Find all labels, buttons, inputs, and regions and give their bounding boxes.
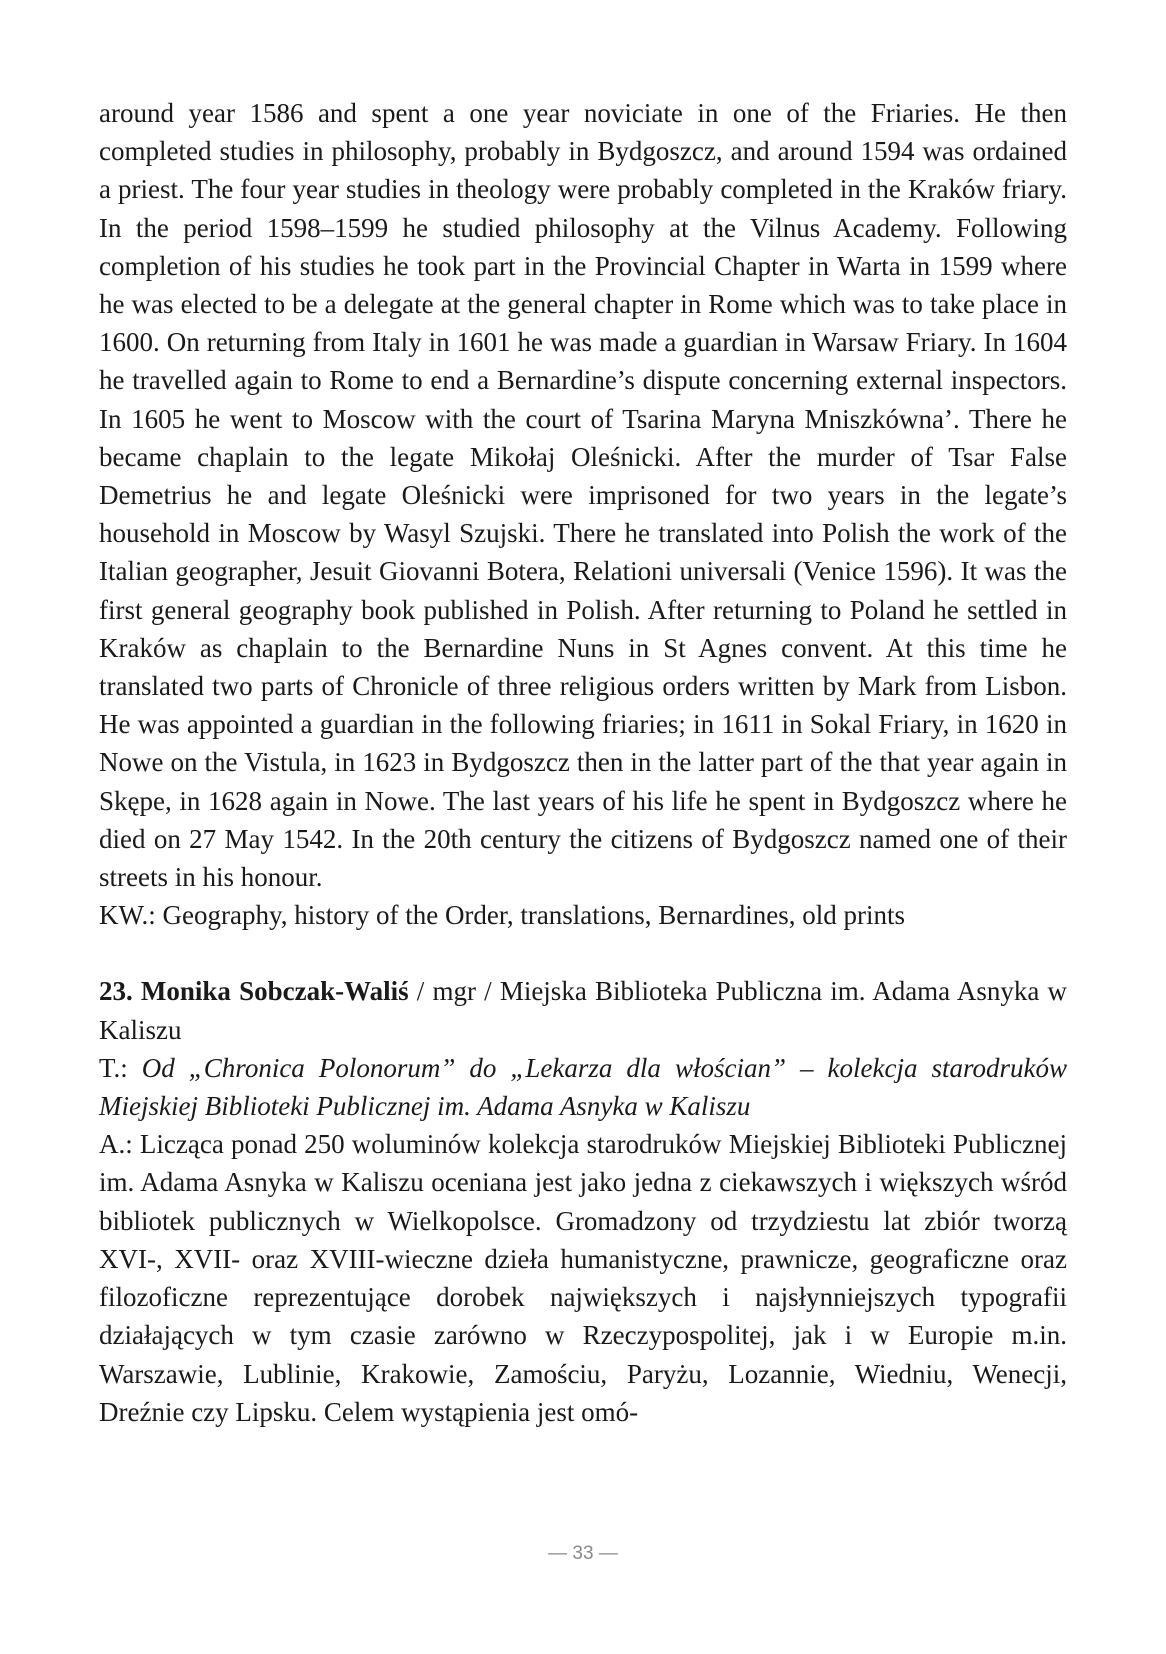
entry-author: 23. Monika Sobczak-Waliś (99, 976, 409, 1007)
entry-affiliation: / mgr / Miejska Biblioteka Publiczna im. Adama Asnyka w Kaliszu (99, 976, 1067, 1045)
biography-paragraph: around year 1586 and spent a one year noviciate in one of the Friaries. He then completed studies in philosophy, probably in Bydgoszcz, and around 1594 was ordained a priest. The four year studies in theology were probably completed in the Kraków friary. In the period 1598–1599 he studied philosophy at the Vilnus Academy. Following completion of his studies he took part in the Provincial Chapter in Warta in 1599 where he was elected to be a delegate at the general chapter in Rome which was to take place in 1600. On returning from Italy in 1601 he was made a guardian in Warsaw Friary. In 1604 he travelled again to Rome to end a Bernardine’s dispute concerning external inspectors. In 1605 he went to Moscow with the court of Tsarina Maryna Mniszkówna’. There he became chaplain to the legate Mikołaj Oleśnicki. After the murder of Tsar False Demetrius he and legate Oleśnicki were imprisoned for two years in the legate’s household in Moscow by Wasyl Szujski. There he translated into Polish the work of the Italian geographer, Jesuit Giovanni Botera, Relationi universali (Venice 1596). It was the first general geography book published in Polish. After returning to Poland he settled in Kraków as chaplain to the Bernardine Nuns in St Agnes convent. At this time he translated two parts of Chronicle of three religious orders written by Mark from Lisbon. He was appointed a guardian in the following friaries; in 1611 in Sokal Friary, in 1620 in Nowe on the Vistula, in 1623 in Bydgoszcz then in the latter part of the that year again in Skępe, in 1628 again in Nowe. The last years of his life he spent in Bydgoszcz where he died on 27 May 1542. In the 20th century the citizens of Bydgoszcz named one of their streets in his honour. (99, 98, 1067, 893)
page-number: — 33 — (548, 1543, 618, 1564)
entry-23 (99, 972, 1067, 1430)
entry-title-prefix: T.: (99, 1052, 142, 1083)
document-page (99, 94, 1067, 1544)
entry-title: Od „Chronica Polonorum” do „Lekarza dla włościan” – kolekcja starodruków Miejskiej Biblioteki Publicznej im. Adama Asnyka w Kaliszu (99, 1052, 1067, 1122)
entry-abstract: A.: Licząca ponad 250 woluminów kolekcja starodruków Miejskiej Biblioteki Publicznej im. Adama Asnyka w Kaliszu oceniana jest jako jedna z ciekawszych i większych wśród bibliotek publicznych w Wielkopolsce. Gromadzony od trzydziestu lat zbiór tworzą XVI-, XVII- oraz XVIII-wieczne dzieła humanistyczne, prawnicze, geograficzne oraz filozoficzne reprezentujące dorobek największych i najsłynniejszych typografii działających w tym czasie zarówno w Rzeczypospolitej, jak i w Europie m.in. Warszawie, Lublinie, Krakowie, Zamościu, Paryżu, Lozannie, Wiedniu, Wenecji, Dreźnie czy Lipsku. Celem wystąpienia jest omó- (99, 1129, 1067, 1427)
keywords-line: KW.: Geography, history of the Order, translations, Bernardines, old prints (99, 900, 906, 931)
entry-title-line (99, 1049, 1067, 1125)
entry-heading (99, 972, 1067, 1048)
